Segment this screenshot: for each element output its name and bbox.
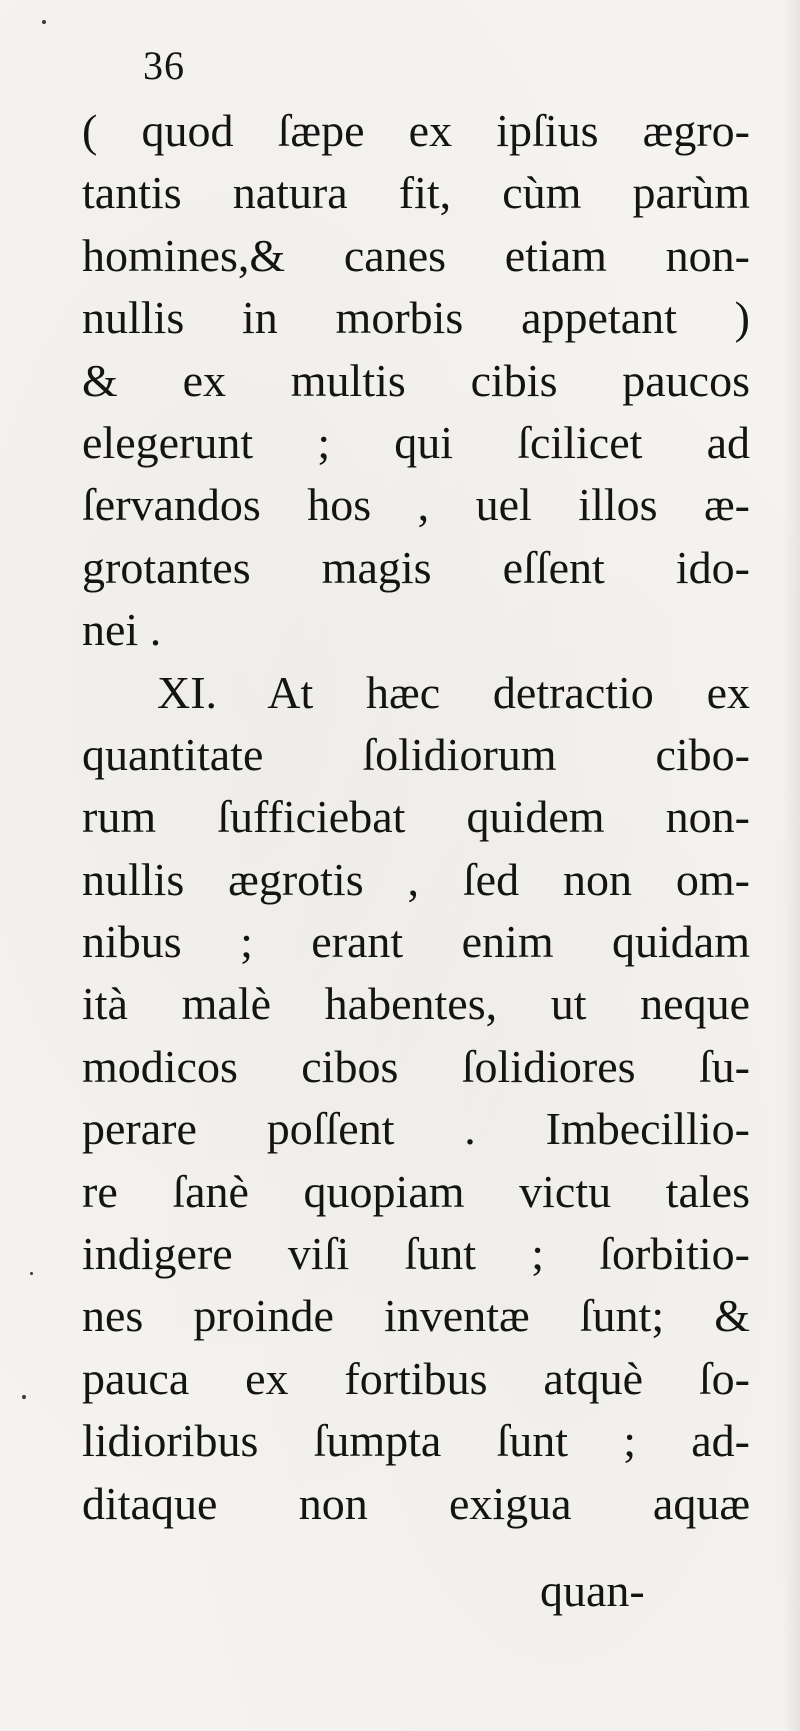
text-line: nullis ægrotis , ſed non om- [82,853,750,905]
text-line: & ex multis cibis paucos [82,354,750,406]
ink-speck [42,20,46,24]
text-line: elegerunt ; qui ſcilicet ad [82,416,750,468]
text-line: quantitate ſolidiorum cibo- [82,728,750,780]
text-line: homines,& canes etiam non- [82,229,750,281]
gutter-shadow [782,0,800,1731]
body-text [82,100,750,1535]
text-line: lidioribus ſumpta ſunt ; ad- [82,1415,750,1467]
text-line: modicos cibos ſolidiores ſu- [82,1040,750,1092]
text-line: rum ſufficiebat quidem non- [82,791,750,843]
text-line: grotantes magis eſſent ido- [82,541,750,593]
text-line: perare poſſent . Imbecillio- [82,1103,750,1155]
text-line: nei . [82,604,162,656]
page-number: 36 [143,43,185,88]
text-line: ditaque non exigua aquæ [82,1477,750,1529]
text-line: nes proinde inventæ ſunt; & [82,1290,750,1342]
ink-speck [30,1272,33,1275]
catchword: quan- [540,1565,645,1616]
text-line: nullis in morbis appetant ) [82,292,750,344]
text-line: ſervandos hos , uel illos æ- [82,479,750,531]
text-line: nibus ; erant enim quidam [82,916,750,968]
text-line: ità malè habentes, ut neque [82,978,750,1030]
ink-speck [22,1395,26,1399]
text-line: re ſanè quopiam victu tales [82,1165,750,1217]
text-line: indigere viſi ſunt ; ſorbitio- [82,1228,750,1280]
text-line: pauca ex fortibus atquè ſo- [82,1352,750,1404]
section-heading-line: XI. At hæc detractio ex [157,666,750,718]
text-line: tantis natura fit, cùm parùm [82,167,750,219]
text-line: ( quod ſæpe ex ipſius ægro- [82,105,750,156]
